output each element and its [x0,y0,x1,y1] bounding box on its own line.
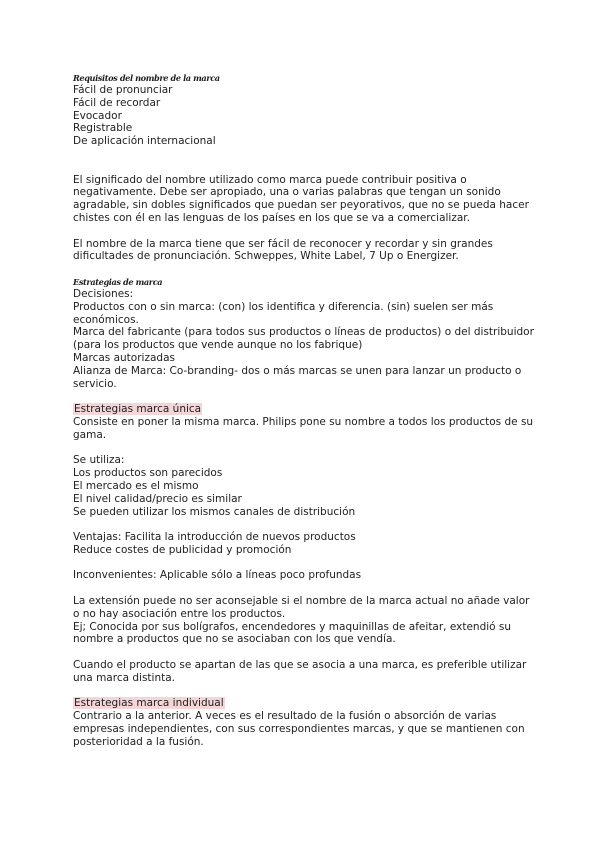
highlight-marker: Estrategias marca única [74,403,202,416]
list-item: Registrable [73,122,133,135]
paragraph-decision: Marca del fabricante (para todos sus productos o líneas de productos) o del distribuidor (para los productos que vende aunque no los fabrique) [73,326,534,352]
list-item: Fácil de recordar [73,96,161,109]
paragraph-decision: Productos con o sin marca: (con) los identifica y diferencia. (sin) suelen ser más económicos. [73,300,494,326]
list-item: Los productos son parecidos [73,467,223,480]
paragraph-unica-desc: Consiste en poner la misma marca. Philips pone su nombre a todos los productos de su gama. [73,415,534,441]
list-item: El nivel calidad/precio es similar [73,492,242,505]
paragraph-decision: Alianza de Marca: Co-branding- dos o más marcas se unen para lanzar un producto o servicio. [73,364,522,390]
paragraph-reconocer: El nombre de la marca tiene que ser fácil de reconocer y recordar y sin grandes dificultades de pronunciación. Schweppes, White Label, 7 Up o Energizer. [73,237,493,263]
subsection-title-unica [73,403,535,416]
list-item: Fácil de pronunciar [73,84,173,96]
section-heading-estrategias: Estrategias de marca [73,276,163,287]
paragraph-ejemplo: Ej; Conocida por sus bolígrafos, encendedores y maquinillas de afeitar, extendió su nombre a productos que no se asociaban con los que vendía. [73,620,512,646]
ventajas-line: Ventajas: Facilita la introducción de nuevos productos [73,531,356,544]
list-item: Se pueden utilizar los mismos canales de distribución [73,505,356,518]
paragraph-cuando: Cuando el producto se apartan de las que se asocia a una marca, es preferible utilizar una marca distinta. [73,659,527,684]
paragraph-decision: Marcas autorizadas [73,351,175,364]
section-heading-requisitos: Requisitos del nombre de la marca [73,73,220,83]
list-item: El mercado es el mismo [73,479,199,492]
se-utiliza-label: Se utiliza: [73,454,125,467]
subsection-title-individual [73,697,535,710]
paragraph-individual-desc: Contrario a la anterior. A veces es el resultado de la fusión o absorción de varias empresas independientes, con sus correspondientes marcas, y que se mantienen con posterioridad a la fusión. [73,710,525,748]
list-item: De aplicación internacional [73,135,216,148]
highlight-marker: Estrategias marca individual [74,697,224,710]
inconvenientes-line: Inconvenientes: Aplicable sólo a líneas poco profundas [73,569,362,582]
list-item: Evocador [73,109,122,122]
paragraph-significado: El significado del nombre utilizado como marca puede contribuir positiva o negativamente. Debe ser apropiado, una o varias palabras que tengan un sonido agradable, sin dobles significados que puedan ser peyorativos, que no se pueda hacer chistes con él en las lenguas de los países en los que se va a comercializar. [73,173,529,224]
document-content [73,72,535,749]
paragraph-extension: La extensión puede no ser aconsejable si el nombre de la marca actual no añade valor o no hay asociación entre los productos. [73,595,530,620]
ventajas-line: Reduce costes de publicidad y promoción [73,543,292,556]
decisiones-label: Decisiones: [73,287,134,300]
